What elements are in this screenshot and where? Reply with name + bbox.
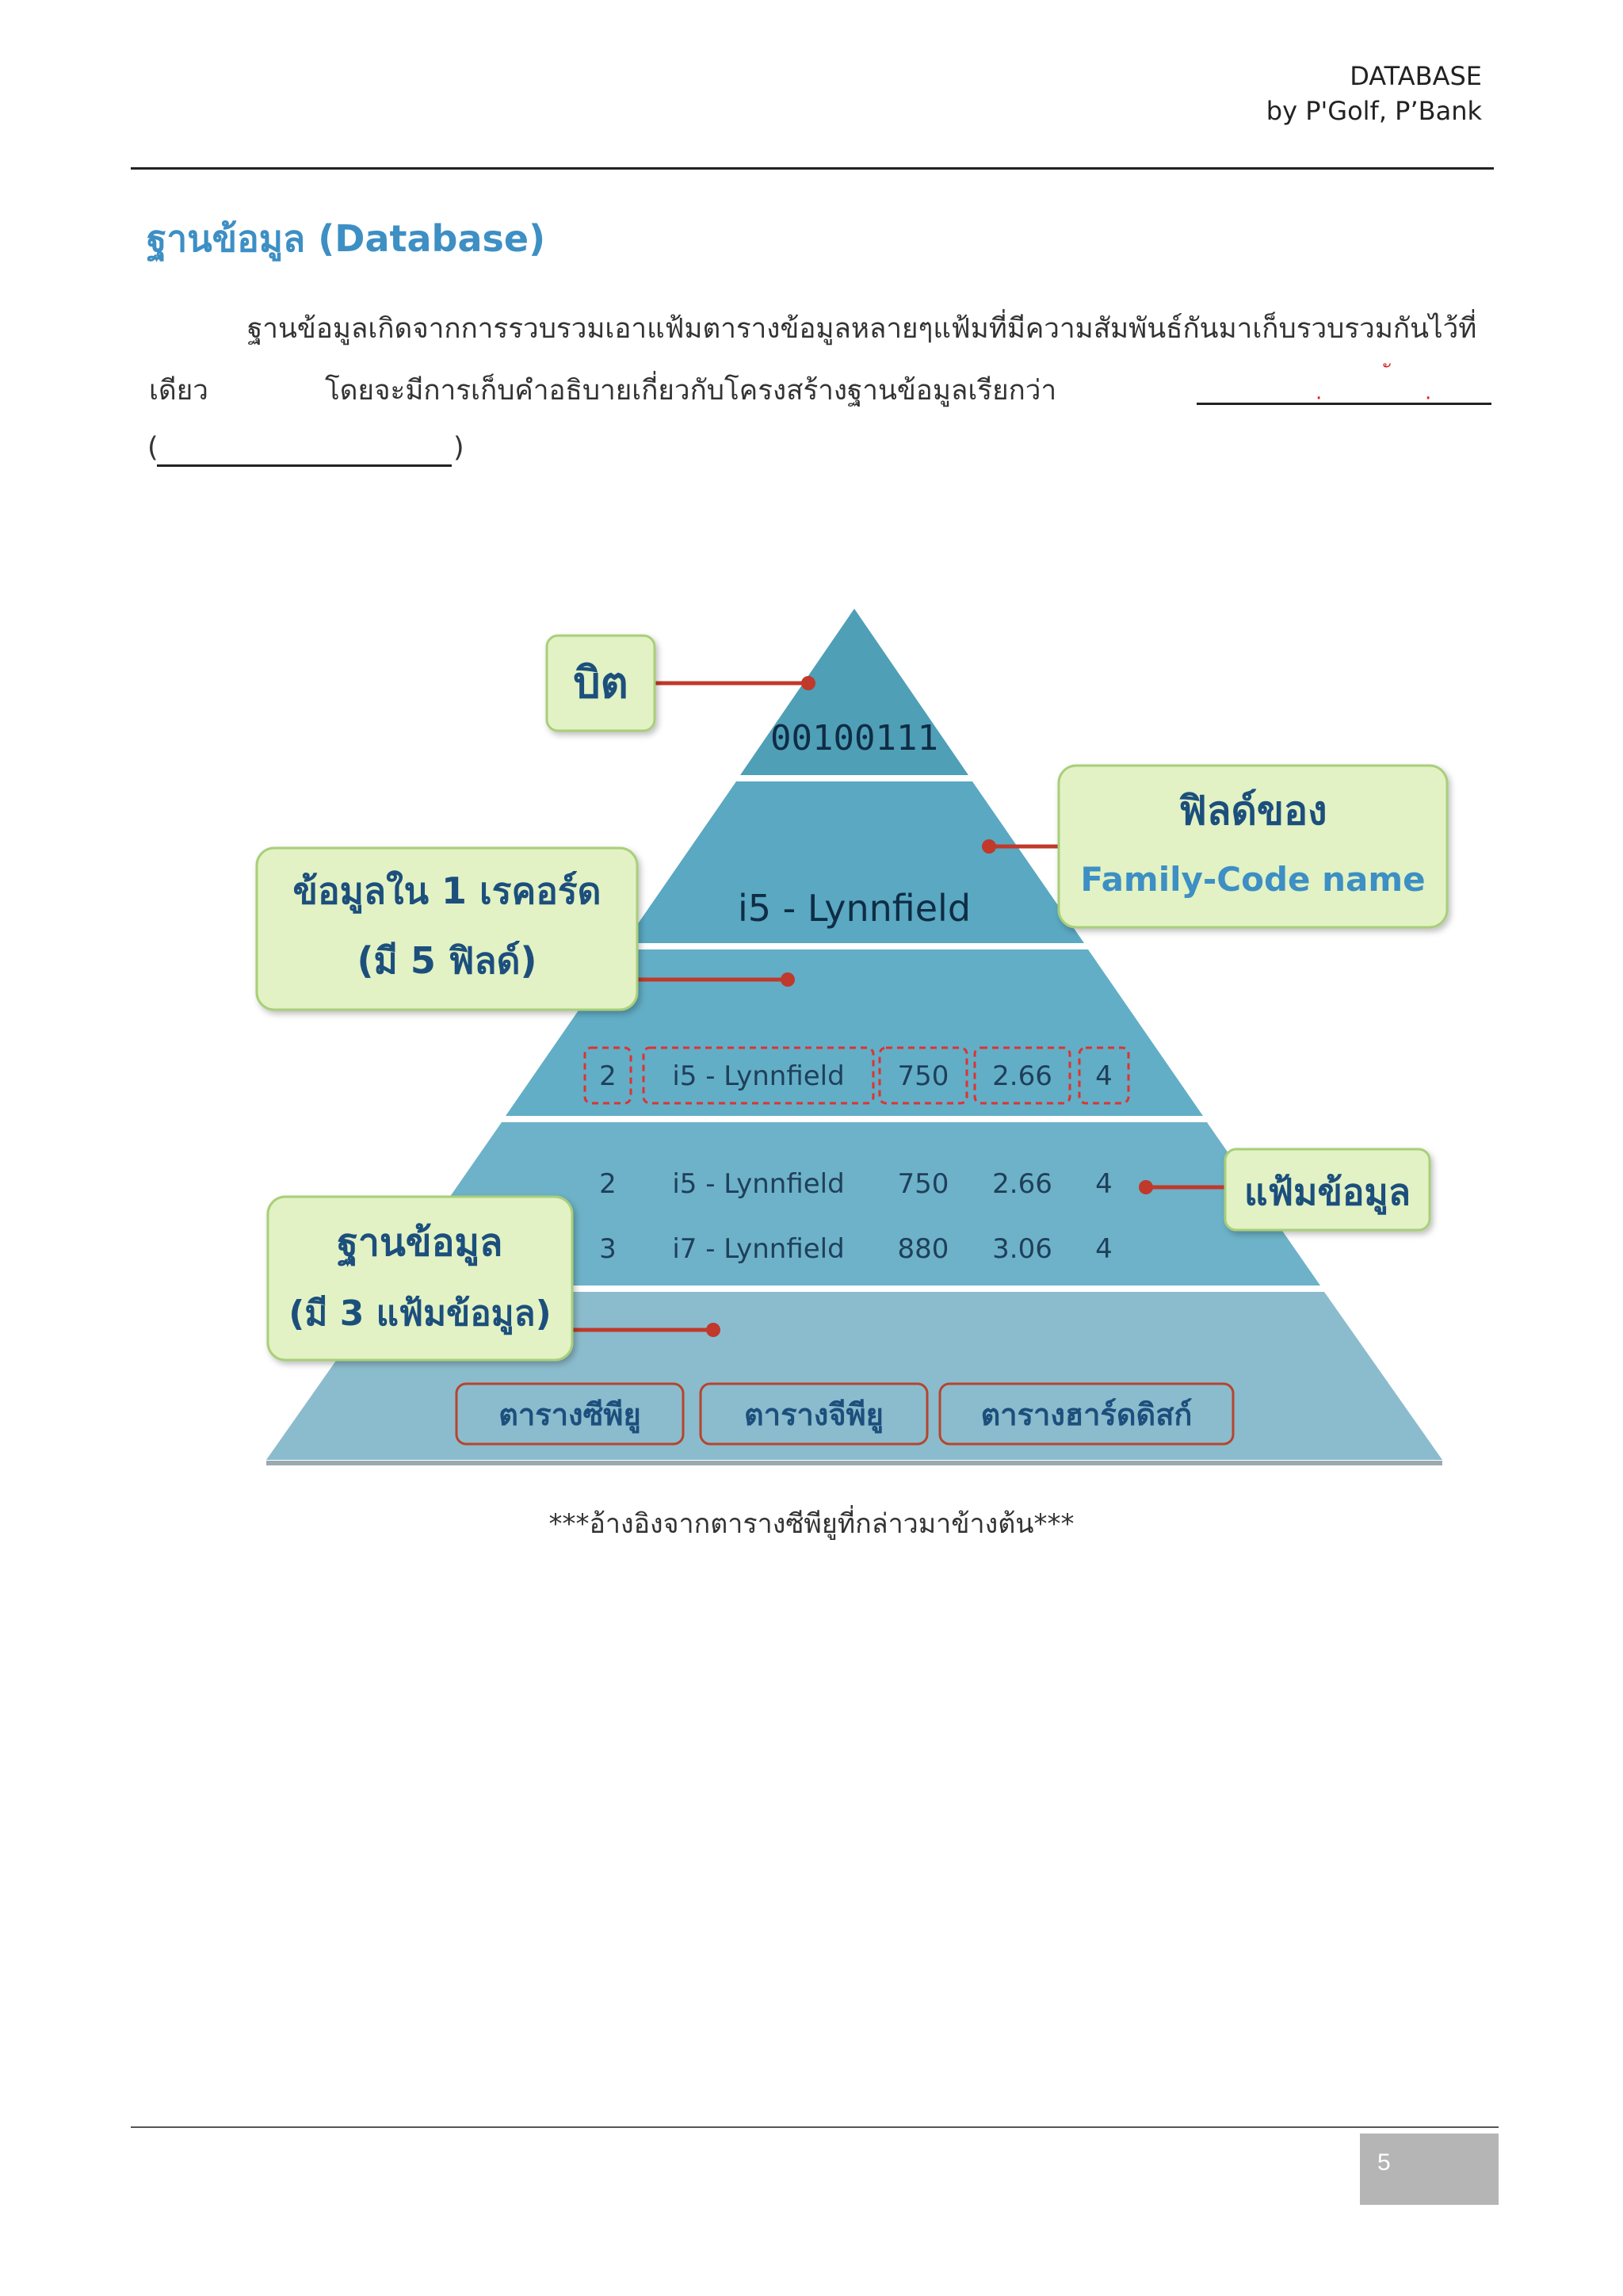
paragraph-line-2b: โดยจะมีการเก็บคำอธิบายเกี่ยวกับโครงสร้างฐานข้อมูลเรียกว่า [325, 375, 1057, 407]
callout-bit-label: บิต [573, 658, 628, 708]
paragraph-line-2a: เดียว [149, 375, 208, 407]
field-value: i5 - Lynnfield [737, 887, 972, 930]
record-field: 4 [1095, 1060, 1113, 1092]
callout-file-label: แฟ้มข้อมูล [1243, 1171, 1411, 1213]
callout-field-line1: ฟิลด์ของ [1178, 788, 1327, 834]
bits-value: 00100111 [770, 718, 938, 758]
file-row-cell: i7 - Lynnfield [672, 1233, 845, 1265]
file-row-cell: 4 [1095, 1233, 1113, 1265]
file-row-cell: 750 [897, 1168, 949, 1200]
record-field: 2.66 [992, 1060, 1052, 1092]
page-number-box [1360, 2134, 1499, 2205]
record-field: i5 - Lynnfield [672, 1060, 845, 1092]
connector-dot [801, 676, 815, 690]
callout-database-line1: ฐานข้อมูล [337, 1221, 503, 1265]
callout-field-line2: Family-Code name [1080, 860, 1426, 899]
connector-dot [982, 839, 996, 854]
file-row-cell: 3 [599, 1233, 617, 1265]
table-label-hdd: ตารางฮาร์ดดิสก์ [980, 1397, 1193, 1432]
connector-dot [1139, 1180, 1153, 1194]
header-line-1: DATABASE [1350, 61, 1482, 91]
table-label-cpu: ตารางซีพียู [498, 1397, 641, 1432]
connector-dot [706, 1323, 720, 1337]
table-boxes [456, 1384, 1233, 1444]
header-line-2: by P'Golf, P’Bank [1266, 96, 1482, 126]
section-title: ฐานข้อมูล (Database) [147, 217, 546, 260]
file-row-cell: 880 [897, 1233, 949, 1265]
close-paren: ) [453, 432, 464, 464]
callout-database-line2: (มี 3 แฟ้มข้อมูล) [288, 1293, 552, 1334]
file-row-cell: 2 [599, 1168, 617, 1200]
file-row-cell: i5 - Lynnfield [672, 1168, 845, 1200]
file-row-cell: 2.66 [992, 1168, 1052, 1200]
connector-dot [781, 972, 795, 987]
record-field: 750 [897, 1060, 949, 1092]
page-number: 5 [1377, 2149, 1391, 2176]
footer-divider [131, 2126, 1499, 2128]
table-label-gpu: ตารางจีพียู [744, 1397, 884, 1432]
handwritten-mark-3: · [1425, 387, 1432, 411]
record-field: 2 [599, 1060, 617, 1092]
diagram-caption: ***อ้างอิงจากตารางซีพียูที่กล่าวมาข้างต้น*** [548, 1508, 1075, 1540]
callout-record-line1: ข้อมูลใน 1 เรคอร์ด [292, 869, 601, 912]
callout-record-line2: (มี 5 ฟิลด์) [357, 939, 537, 982]
paragraph-line-1: ฐานข้อมูลเกิดจากการรวบรวมเอาแฟ้มตารางข้อมูลหลายๆแฟ้มที่มีความสัมพันธ์กันมาเก็บรวบรวมกันไว้ที่ [247, 313, 1477, 345]
file-row-cell: 3.06 [992, 1233, 1052, 1265]
open-paren: ( [147, 432, 158, 464]
handwritten-mark-2: · [1316, 387, 1323, 411]
file-row-cell: 4 [1095, 1168, 1113, 1200]
